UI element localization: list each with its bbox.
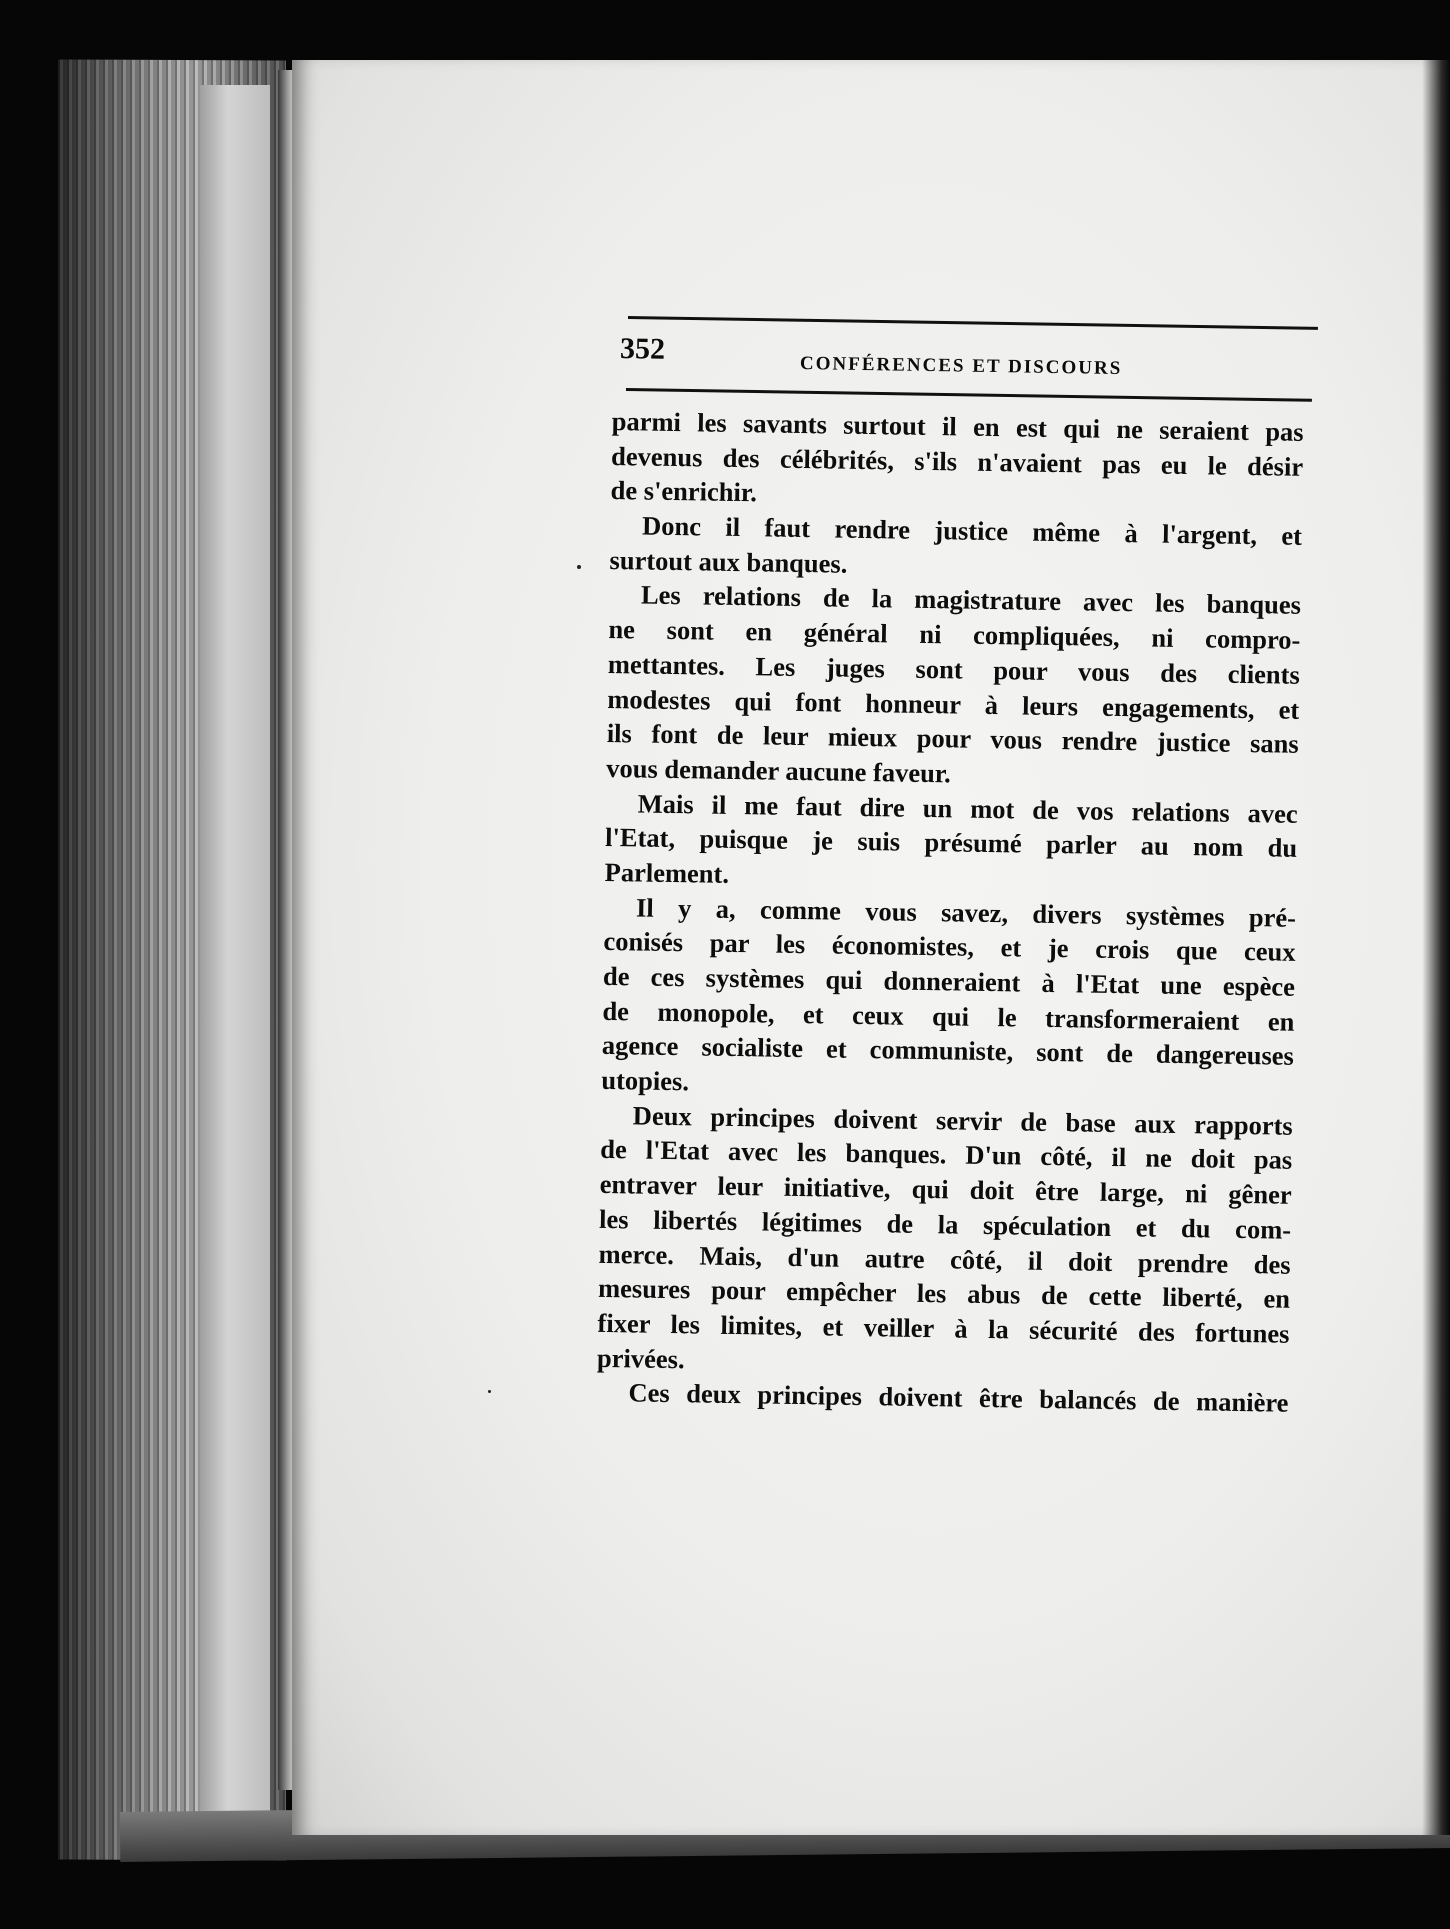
text-line: Il y a, comme vous savez, divers systèmes pré- bbox=[635, 892, 1297, 933]
text-line: ils font de leur mieux pour vous rendre justice sans bbox=[606, 718, 1299, 760]
ink-speck bbox=[488, 1390, 491, 1393]
text-line: Deux principes doivent servir de base aux rapports bbox=[632, 1100, 1293, 1141]
text-line: ne sont en général ni compliquées, ni compro- bbox=[608, 614, 1301, 655]
text-line: agence socialiste et communiste, sont de dangereuses bbox=[601, 1030, 1295, 1072]
text-line: Donc il faut rendre justice même à l'argent, et bbox=[641, 510, 1303, 551]
text-line: merce. Mais, d'un autre côté, il doit prendre des bbox=[598, 1238, 1291, 1280]
text-line: l'Etat, puisque je suis présumé parler au nom du bbox=[604, 822, 1298, 864]
text-line: surtout aux banques. bbox=[609, 544, 848, 579]
text-line: Ces deux principes doivent être balancés de manière bbox=[628, 1377, 1289, 1418]
text-line: Les relations de la magistrature avec les banques bbox=[640, 579, 1302, 621]
text-line: Mais il me faut dire un mot de vos relations avec bbox=[637, 788, 1298, 829]
text-line: fixer les limites, et veiller à la sécurité des fortunes bbox=[597, 1307, 1290, 1349]
book-inner-edge bbox=[200, 85, 270, 1815]
text-line: vous demander aucune faveur. bbox=[606, 752, 952, 789]
text-line: mesures pour empêcher les abus de cette liberté, en bbox=[597, 1273, 1291, 1314]
text-line: Parlement. bbox=[604, 856, 730, 889]
text-line: de l'Etat avec les banques. D'un côté, il ne doit pas bbox=[600, 1134, 1293, 1176]
page-number: 352 bbox=[619, 332, 666, 366]
text-line: de s'enrichir. bbox=[610, 475, 758, 508]
running-head: CONFÉRENCES ET DISCOURS bbox=[799, 353, 1123, 380]
text-line: devenus des célébrités, s'ils n'avaient pas eu le désir bbox=[610, 440, 1304, 482]
text-line: les libertés légitimes de la spéculation et du com- bbox=[598, 1203, 1292, 1245]
text-line: parmi les savants surtout il en est qui ne seraient pas bbox=[611, 405, 1304, 447]
text-line: privées. bbox=[596, 1342, 685, 1374]
text-line: de ces systèmes qui donneraient à l'Etat une espèce bbox=[602, 960, 1296, 1002]
text-line: mettantes. Les juges sont pour vous des clients bbox=[607, 648, 1301, 690]
text-line: entraver leur initiative, qui doit être large, ni gêner bbox=[599, 1169, 1292, 1210]
ink-speck bbox=[577, 565, 581, 569]
page-right-shadow bbox=[1422, 60, 1450, 1835]
text-line: de monopole, et ceux qui le transformeraient en bbox=[602, 995, 1295, 1037]
text-line: modestes qui font honneur à leurs engagements, et bbox=[607, 683, 1300, 725]
text-line: utopies. bbox=[601, 1064, 690, 1097]
body-text bbox=[596, 404, 1304, 1421]
text-line: conisés par les économistes, et je crois que ceux bbox=[603, 926, 1296, 968]
